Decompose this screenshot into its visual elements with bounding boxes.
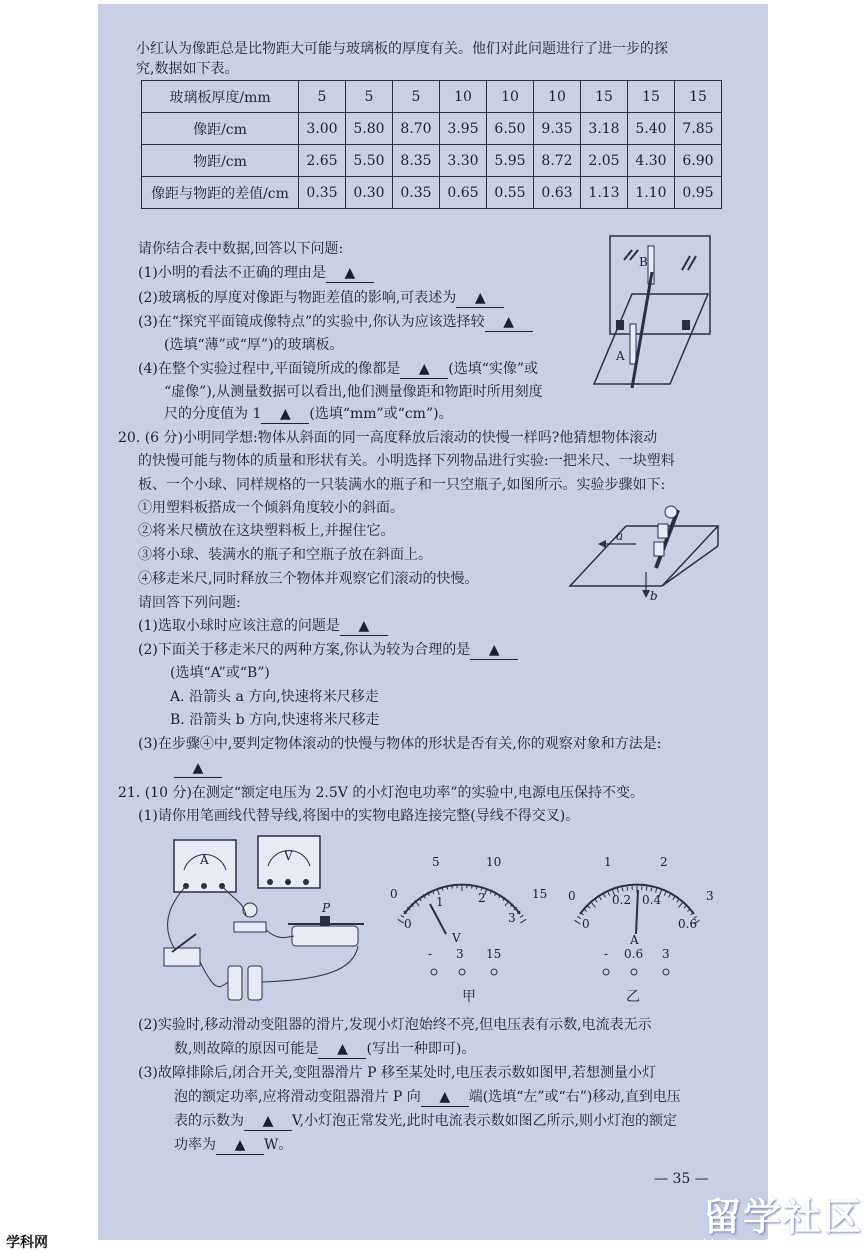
slider-label: P	[321, 901, 331, 915]
exam-page	[98, 4, 768, 1240]
watermark	[703, 1186, 863, 1246]
table-cell: 1.10	[628, 177, 675, 209]
volt-scale-end: 15	[532, 887, 547, 901]
volt-top-label: 5	[432, 855, 440, 869]
q19-part4c: 尺的分度值为 1 ▲ (选填“mm”或“cm”)。	[164, 405, 453, 424]
table-cell: 2.65	[299, 145, 346, 177]
table-cell: 9.35	[534, 113, 581, 145]
q19-part4b: “虚像”),从测量数据可以看出,他们测量像距和物距时所用刻度	[164, 383, 543, 401]
amp-scale-start: 0	[568, 889, 576, 903]
volt-unit: V	[451, 931, 461, 945]
dial-tick	[608, 892, 610, 896]
table-cell: 0.30	[346, 177, 393, 209]
q20-answer-3: (3)在步骤④中,要判定物体滚动的快慢与物体的形状是否有关,你的观察对象和方法是:	[138, 735, 661, 753]
answer-blank: ▲	[261, 405, 309, 424]
ammeter-label: A	[199, 853, 209, 867]
q21-part3d: 功率为 ▲ W。	[174, 1136, 292, 1155]
dial-tick	[664, 892, 666, 896]
q20-answer-1: (1)选取小球时应该注意的问题是 ▲	[138, 617, 388, 636]
q20-step-2: ②将米尺横放在这块塑料板上,并握住它。	[138, 522, 394, 540]
page-number: — 35 —	[654, 1170, 709, 1188]
answer-blank: ▲	[244, 1112, 292, 1131]
volt-bottom-label: 0	[404, 917, 412, 931]
volt-top-label: 10	[486, 855, 501, 869]
table-cell: 0.55	[487, 177, 534, 209]
q20-answer-2: (2)下面关于移走米尺的两种方案,你认为较为合理的是 ▲	[138, 641, 518, 660]
table-cell: 10	[534, 81, 581, 113]
watermark-title: 留学社区	[703, 1186, 863, 1241]
figure-label-a: A	[615, 349, 625, 363]
q21-part1: (1)请你用笔画线代替导线,将图中的实物电路连接完整(导线不得交叉)。	[138, 807, 579, 825]
table-cell: 5.80	[346, 113, 393, 145]
table-cell: 5.50	[346, 145, 393, 177]
dial-tick	[684, 905, 687, 908]
table-cell: 8.70	[393, 113, 440, 145]
answer-blank: ▲	[174, 759, 222, 778]
row-label: 像距/cm	[142, 113, 299, 145]
amp-terminal: 0.6	[624, 947, 643, 961]
dial-tick	[595, 899, 597, 902]
answer-blank: ▲	[470, 641, 518, 660]
q20-option-a: A. 沿箭头 a 方向,快速将米尺移走	[170, 688, 379, 706]
q19-part3b: (选填“薄”或“厚”)的玻璃板。	[164, 336, 344, 354]
amp-unit: A	[629, 933, 639, 947]
q20-head: 20. (6 分)小明同学想:物体从斜面的同一高度释放后滚动的快慢一样吗?他猜想物体滚动	[118, 429, 657, 447]
dial-tick	[651, 887, 652, 891]
table-cell: 3.30	[440, 145, 487, 177]
q19-part1: (1)小明的看法不正确的理由是 ▲	[138, 264, 374, 283]
row-label: 物距/cm	[142, 145, 299, 177]
q21-part2b: 数,则故障的原因可能是 ▲ (写出一种即可)。	[174, 1040, 475, 1059]
arrow-label-b: b	[650, 589, 658, 603]
dial-tick	[622, 887, 623, 891]
amp-terminal: -	[604, 947, 608, 961]
table-cell: 0.35	[393, 177, 440, 209]
table-cell: 6.90	[675, 145, 722, 177]
table-cell: 0.65	[440, 177, 487, 209]
dial-tick	[587, 905, 590, 908]
arrow-label-a: a	[616, 529, 623, 543]
dial-tick	[520, 915, 523, 917]
answer-blank: ▲	[400, 360, 448, 379]
dial-tick	[575, 920, 581, 924]
volt-bottom-label: 2	[478, 891, 486, 905]
table-row	[142, 113, 722, 145]
table-cell: 10	[487, 81, 534, 113]
answer-blank: ▲	[216, 1136, 264, 1155]
row-label: 像距与物距的差值/cm	[142, 177, 299, 209]
volt-scale-start: 0	[390, 887, 398, 901]
volt-terminal: -	[428, 947, 432, 961]
table-cell: 3.95	[440, 113, 487, 145]
volt-bottom-label: 3	[508, 911, 516, 925]
table-cell: 0.63	[534, 177, 581, 209]
table-cell: 15	[581, 81, 628, 113]
q20-line-2: 的快慢可能与物体的质量和形状有关。小明选择下列物品进行实验:一把米尺、一块塑料	[138, 452, 675, 470]
dial-tick	[398, 919, 404, 923]
q21-part3c: 表的示数为 ▲ V,小灯泡正常发光,此时电流表示数如图乙所示,则小灯泡的额定	[174, 1112, 677, 1131]
q20-step-4: ④移走米尺,同时释放三个物体并观察它们滚动的快慢。	[138, 570, 478, 588]
answer-blank: ▲	[421, 1088, 469, 1107]
dial-tick	[673, 896, 675, 899]
volt-caption: 甲	[462, 988, 476, 1006]
dial-tick	[679, 902, 683, 907]
dial-tick	[577, 916, 580, 918]
dial-tick	[599, 896, 601, 899]
table-row	[142, 81, 722, 113]
answer-blank: ▲	[485, 313, 533, 332]
voltmeter-dial	[382, 850, 554, 980]
corner-logo: 学科网	[6, 1232, 48, 1252]
q19-part3a: (3)在“探究平面镜成像特点”的实验中,你认为应该选择较 ▲	[138, 313, 533, 332]
figure-label-b: B	[639, 255, 648, 269]
table-cell: 4.30	[628, 145, 675, 177]
row-label: 玻璃板厚度/mm	[142, 81, 299, 113]
table-cell: 8.72	[534, 145, 581, 177]
dial-tick	[669, 894, 671, 898]
q20-line-3: 板、一个小球、同样规格的一只装满水的瓶子和一只空瓶子,如图所示。实验步骤如下:	[138, 476, 665, 494]
amp-top-label: 1	[604, 855, 612, 869]
answer-blank: ▲	[340, 617, 388, 636]
answer-blank: ▲	[456, 289, 504, 308]
table-cell: 3.18	[581, 113, 628, 145]
dial-tick	[646, 887, 647, 891]
mirror-experiment-figure	[586, 232, 716, 396]
q21-part2a: (2)实验时,移动滑动变阻器的滑片,发现小灯泡始终不亮,但电压表有示数,电流表无示	[138, 1016, 652, 1034]
table-cell: 5	[393, 81, 440, 113]
table-cell: 15	[675, 81, 722, 113]
voltmeter-label: V	[283, 849, 293, 863]
volt-terminal: 15	[486, 947, 501, 961]
table-cell: 3.00	[299, 113, 346, 145]
table-row	[142, 177, 722, 209]
q19-part2: (2)玻璃板的厚度对像距与物距差值的影响,可表述为 ▲	[138, 289, 504, 308]
table-cell: 5.40	[628, 113, 675, 145]
dial-tick	[627, 887, 628, 891]
dial-tick	[677, 899, 679, 902]
volt-bottom-label: 1	[436, 895, 444, 909]
amp-bottom-end: 0.6	[678, 917, 697, 931]
q20-answer-2b: (选填“A”或“B”)	[170, 664, 270, 682]
dial-tick	[472, 885, 473, 889]
table-cell: 7.85	[675, 113, 722, 145]
table-cell: 0.95	[675, 177, 722, 209]
circuit-figure	[154, 830, 384, 1010]
dial-tick	[591, 902, 595, 907]
answer-blank: ▲	[318, 1040, 366, 1059]
amp-top-label: 2	[660, 855, 668, 869]
dial-tick	[617, 889, 618, 893]
volt-terminal: 3	[456, 947, 464, 961]
q20-answer-3-blank	[174, 759, 222, 778]
table-cell: 10	[440, 81, 487, 113]
table-cell: 1.13	[581, 177, 628, 209]
incline-experiment-figure	[566, 496, 724, 606]
intro-line-2: 究,数据如下表。	[136, 60, 238, 78]
q20-step-3: ③将小球、装满水的瓶子和空瓶子放在斜面上。	[138, 546, 432, 564]
amp-scale-end: 3	[706, 889, 714, 903]
q20-ask: 请回答下列问题:	[138, 594, 241, 612]
answer-blank: ▲	[326, 264, 374, 283]
table-cell: 0.35	[299, 177, 346, 209]
dial-tick	[604, 894, 606, 898]
table-cell: 6.50	[487, 113, 534, 145]
dial-tick	[520, 919, 526, 923]
table-cell: 8.35	[393, 145, 440, 177]
dial-tick	[656, 889, 657, 893]
q19-prompt: 请你结合表中数据,回答以下问题:	[138, 240, 343, 258]
watermark-url: bbs.liuxue86.com	[703, 1237, 863, 1251]
table-cell: 2.05	[581, 145, 628, 177]
table-cell: 5	[346, 81, 393, 113]
q21-part3b: 泡的额定功率,应将滑动变阻器滑片 P 向 ▲ 端(选填“左”或“右”)移动,直到电压	[174, 1088, 681, 1107]
amp-bottom-label: 0.2	[612, 893, 631, 907]
dial-tick	[452, 885, 453, 889]
table-row	[142, 145, 722, 177]
amp-caption: 乙	[626, 988, 640, 1006]
q20-option-b: B. 沿箭头 b 方向,快速将米尺移走	[170, 711, 380, 729]
data-table	[141, 80, 722, 209]
table-cell: 5	[299, 81, 346, 113]
q21-head: 21. (10 分)在测定“额定电压为 2.5V 的小灯泡电功率”的实验中,电源电压保持不变。	[118, 784, 644, 802]
amp-terminal: 3	[662, 947, 670, 961]
intro-line-1: 小红认为像距总是比物距大可能与玻璃板的厚度有关。他们对此问题进行了进一步的探	[136, 40, 668, 58]
table-cell: 5.95	[487, 145, 534, 177]
q21-part3a: (3)故障排除后,闭合开关,变阻器滑片 P 移至某处时,电压表示数如图甲,若想测量小灯	[138, 1064, 656, 1082]
amp-bottom-start: 0	[582, 917, 590, 931]
table-cell: 15	[628, 81, 675, 113]
q19-part4a: (4)在整个实验过程中,平面镜所成的像都是 ▲ (选填“实像”或	[138, 360, 538, 379]
q20-step-1: ①用塑料板搭成一个倾斜角度较小的斜面。	[138, 499, 404, 517]
ammeter-dial	[564, 850, 724, 980]
amp-bottom-label: 0.4	[642, 893, 661, 907]
